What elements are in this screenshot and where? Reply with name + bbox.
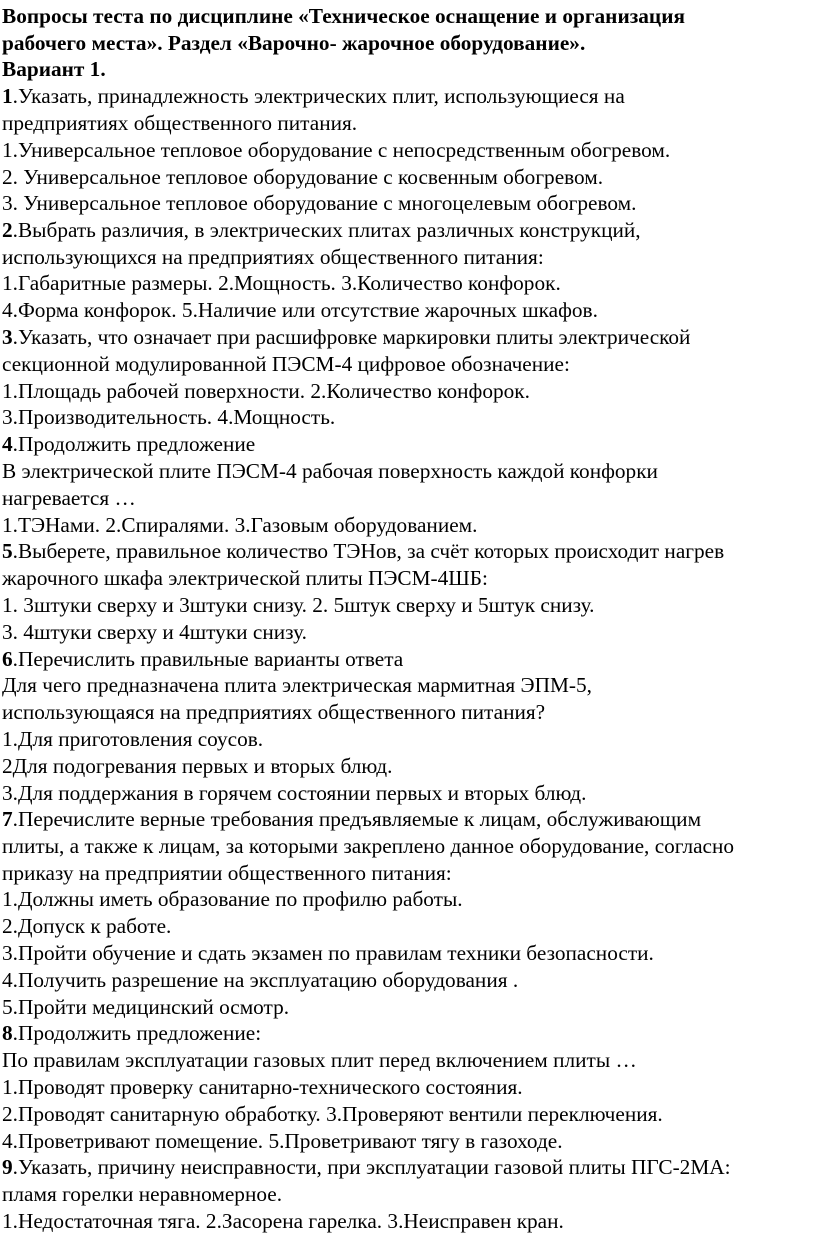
answer-options: 1.Площадь рабочей поверхности. 2.Количество конфорок. bbox=[2, 379, 530, 403]
answer-option: 2.Допуск к работе. bbox=[2, 914, 172, 938]
question-number: 8 bbox=[2, 1021, 13, 1045]
question-4 bbox=[2, 431, 255, 458]
answer-option: 3. Универсальное тепловое оборудование с многоцелевым обогревом. bbox=[2, 191, 637, 215]
question-number: 6 bbox=[2, 647, 13, 671]
question-6-continued: использующаяся на предприятиях общественного питания? bbox=[2, 700, 546, 724]
answer-option: 1.Должны иметь образование по профилю работы. bbox=[2, 887, 463, 911]
question-8-continued: По правилам эксплуатации газовых плит перед включением плиты … bbox=[2, 1048, 637, 1072]
question-6-continued: Для чего предназначена плита электрическая мармитная ЭПМ-5, bbox=[2, 673, 592, 697]
answer-options: 3. 4штуки сверху и 4штуки снизу. bbox=[2, 620, 307, 644]
answer-options: 1.ТЭНами. 2.Спиралями. 3.Газовым оборудованием. bbox=[2, 513, 478, 537]
question-number: 3 bbox=[2, 325, 13, 349]
question-number: 1 bbox=[2, 84, 13, 108]
question-1 bbox=[2, 83, 625, 110]
question-text: .Продолжить предложение bbox=[12, 432, 256, 456]
question-text: .Указать, что означает при расшифровке маркировки плиты электрической bbox=[12, 325, 691, 349]
question-number: 4 bbox=[2, 432, 13, 456]
question-7-continued: приказу на предприятии общественного питания: bbox=[2, 861, 452, 885]
document-title-line-2: рабочего места». Раздел «Варочно- жарочное оборудование». bbox=[2, 31, 586, 55]
answer-options: 4.Форма конфорок. 5.Наличие или отсутствие жарочных шкафов. bbox=[2, 298, 598, 322]
question-3-continued: секционной модулированной ПЭСМ-4 цифровое обозначение: bbox=[2, 352, 570, 376]
question-text: .Перечислить правильные варианты ответа bbox=[12, 647, 404, 671]
answer-option: 1.Проводят проверку санитарно-технического состояния. bbox=[2, 1075, 523, 1099]
question-text: .Продолжить предложение: bbox=[12, 1021, 262, 1045]
question-4-continued: нагревается … bbox=[2, 486, 136, 510]
answer-options: 1. 3штуки сверху и 3штуки снизу. 2. 5штук сверху и 5штук снизу. bbox=[2, 593, 595, 617]
question-2-continued: использующихся на предприятиях общественного питания: bbox=[2, 245, 544, 269]
question-4-continued: В электрической плите ПЭСМ-4 рабочая поверхность каждой конфорки bbox=[2, 459, 658, 483]
question-7 bbox=[2, 806, 701, 833]
answer-option: 5.Пройти медицинский осмотр. bbox=[2, 995, 290, 1019]
answer-option: 4.Получить разрешение на эксплуатацию оборудования . bbox=[2, 968, 519, 992]
question-1-continued: предприятиях общественного питания. bbox=[2, 111, 358, 135]
question-6 bbox=[2, 646, 403, 673]
question-number: 7 bbox=[2, 807, 13, 831]
document-title-line-1: Вопросы теста по дисциплине «Техническое оснащение и организация bbox=[2, 4, 685, 28]
answer-option: 2. Универсальное тепловое оборудование с косвенным обогревом. bbox=[2, 165, 604, 189]
answer-options: 2.Проводят санитарную обработку. 3.Проверяют вентили переключения. bbox=[2, 1102, 663, 1126]
question-text: .Выберете, правильное количество ТЭНов, за счёт которых происходит нагрев bbox=[12, 539, 725, 563]
question-text: .Указать, причину неисправности, при эксплуатации газовой плиты ПГС-2МА: bbox=[12, 1155, 731, 1179]
question-7-continued: плиты, а также к лицам, за которыми закреплено данное оборудование, согласно bbox=[2, 834, 735, 858]
answer-option: 1.Для приготовления соусов. bbox=[2, 727, 264, 751]
question-number: 5 bbox=[2, 539, 13, 563]
question-8 bbox=[2, 1020, 261, 1047]
answer-options: 1.Габаритные размеры. 2.Мощность. 3.Количество конфорок. bbox=[2, 271, 561, 295]
question-text: .Указать, принадлежность электрических плит, использующиеся на bbox=[12, 84, 625, 108]
question-text: .Выбрать различия, в электрических плитах различных конструкций, bbox=[12, 218, 641, 242]
answer-options: 4.Проветривают помещение. 5.Проветривают тягу в газоходе. bbox=[2, 1129, 563, 1153]
answer-options: 3.Производительность. 4.Мощность. bbox=[2, 405, 336, 429]
answer-option: 3.Пройти обучение и сдать экзамен по правилам техники безопасности. bbox=[2, 941, 654, 965]
question-text: .Перечислите верные требования предъявляемые к лицам, обслуживающим bbox=[12, 807, 702, 831]
question-number: 9 bbox=[2, 1155, 13, 1179]
question-number: 2 bbox=[2, 218, 13, 242]
answer-option: 2Для подогревания первых и вторых блюд. bbox=[2, 754, 393, 778]
answer-option: 3.Для поддержания в горячем состоянии первых и вторых блюд. bbox=[2, 781, 587, 805]
question-5 bbox=[2, 538, 724, 565]
answer-option: 1.Универсальное тепловое оборудование с непосредственным обогревом. bbox=[2, 138, 671, 162]
answer-options: 1.Недостаточная тяга. 2.Засорена гарелка. 3.Неисправен кран. bbox=[2, 1209, 564, 1233]
question-9 bbox=[2, 1154, 731, 1181]
question-5-continued: жарочного шкафа электрической плиты ПЭСМ-4ШБ: bbox=[2, 566, 488, 590]
question-9-continued: пламя горелки неравномерное. bbox=[2, 1182, 283, 1206]
question-2 bbox=[2, 217, 641, 244]
variant-heading: Вариант 1. bbox=[2, 57, 106, 81]
question-3 bbox=[2, 324, 690, 351]
